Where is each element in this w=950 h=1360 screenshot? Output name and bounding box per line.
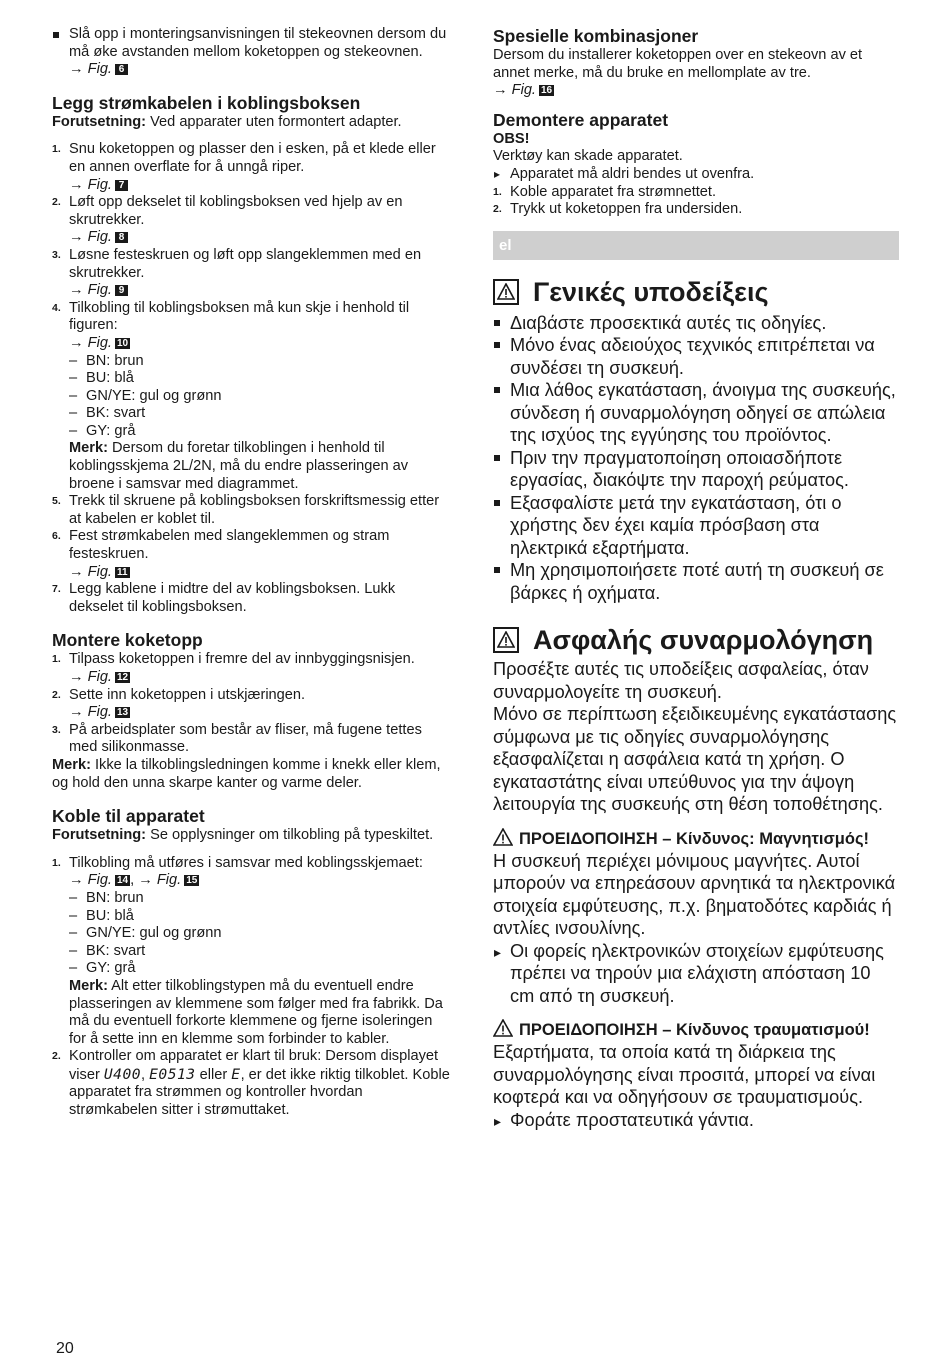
language-bar: el <box>493 231 899 260</box>
left-column <box>52 26 452 1120</box>
step-1: 1. Tilkobling må utføres i samsvar med koblingsskjemaet: → Fig. 14 , → Fig. 15 – BN: brun – BU: blå – GN/YE: gul og grønn – BK: svart – GY: grå Merk: Alt etter tilkoblingstypen må du eventuell endre plasseringen av klemmene som følger med fra fabrikk. Da må du eventuell forkorte klemmene og fjerne isoleringen for å sette inn en klemme som forbinder to kabler. <box>52 855 452 1049</box>
step-1: 1. Koble apparatet fra strømnettet. <box>493 183 717 200</box>
color-item: – BN: brun <box>69 353 452 371</box>
section-title-connect: Koble til apparatet <box>52 806 205 827</box>
step-3: 3. På arbeidsplater som består av fliser, må fugene tettes med silikonmasse. <box>52 721 422 756</box>
right-column <box>493 26 899 1131</box>
color-item: – GY: grå <box>69 423 452 441</box>
warning-icon <box>493 627 519 653</box>
color-item: – BU: blå <box>69 370 452 388</box>
step-5: 5. Trekk til skruene på koblingsboksen forskriftsmessig etter at kabelen er koblet til. <box>52 493 440 527</box>
page-number: 20 <box>56 1340 74 1357</box>
paragraph: Η συσκευή περιέχει μόνιμους μαγνήτες. Αυτοί μπορούν να επηρεάσουν αρνητικά τα ηλεκτρονικά στοιχεία εμφύτευσης, π.χ. βηματοδότες καρδιάς ή αντλίες ινσουλίνης. <box>493 850 896 939</box>
list-item: Διαβάστε προσεκτικά αυτές τις οδηγίες. <box>493 312 899 335</box>
list-item: Πριν την πραγματοποίηση οποιασδήποτε εργασίας, διακόψτε την παροχή ρεύματος. <box>493 447 899 492</box>
warning-triangle-icon <box>493 828 513 846</box>
section-title-combinations: Spesielle kombinasjoner <box>493 26 699 46</box>
fig-badge: 6 <box>115 64 128 75</box>
color-item: – GN/YE: gul og grønn <box>69 388 452 406</box>
step-4: 4. Tilkobling til koblingsboksen må kun skje i henhold til figuren: → Fig. 10 – BN: brun – BU: blå – GN/YE: gul og grønn – BK: svart – GY: grå Merk: Dersom du foretar tilkoblingen i henhold til koblingsskjema 2L/2N, må du endre plasseringen av broene i samsvar med diagrammet. <box>52 300 452 494</box>
note: Merk: Dersom du foretar tilkoblingen i henhold til koblingsskjema 2L/2N, må du endre plasseringen av broene i samsvar med diagrammet. <box>69 440 409 492</box>
greek-title-safe-install: Ασφαλής συναρμολόγηση <box>493 624 899 656</box>
prerequisite: Forutsetning: Se opplysninger om tilkobling på typeskiltet. <box>52 827 434 844</box>
instruction-arrow: ▸ Φοράτε προστατευτικά γάντια. <box>493 1109 899 1132</box>
step-2: 2. Kontroller om apparatet er klart til bruk: Dersom displayet viser U400, E0513 eller E, er det ikke riktig tilkoblet. Koble apparatet fra strømmen og kontroller hvordan strømkabelen sitter i strømuttaket. <box>52 1048 450 1119</box>
color-item: – BK: svart <box>69 405 452 423</box>
note: Merk: Alt etter tilkoblingstypen må du eventuell endre plasseringen av klemmene som følger med fra fabrikk. Da må du eventuell forkorte klemmene og fjerne isoleringen for å sette inn en klemme som forbinder to kabler. <box>69 977 443 1047</box>
greek-title-general: Γενικές υποδείξεις <box>493 276 899 308</box>
prerequisite: Forutsetning: Ved apparater uten formontert adapter. <box>52 113 402 130</box>
paragraph: Εξαρτήματα, τα οποία κατά τη διάρκεια της συναρμολόγησης είναι προσιτά, μπορεί να είναι κοφτερά και να οδηγήσουν σε τραυματισμούς. <box>493 1042 876 1108</box>
list-item: Εξασφαλίστε μετά την εγκατάσταση, ότι ο χρήστης δεν έχει καμία πρόσβαση στα ηλεκτρικά εξαρτήματα. <box>493 492 899 560</box>
paragraph: Προσέξτε αυτές τις υποδείξεις ασφαλείας, όταν συναρμολογείτε τη συσκευή. <box>493 659 869 702</box>
list-item: Μια λάθος εγκατάσταση, άνοιγμα της συσκευής, σύνδεση ή συναρμολόγηση οδηγεί σε απώλεια της ισχύος της εγγύησης του προϊόντος. <box>493 379 899 447</box>
warning-triangle-icon <box>493 1019 513 1037</box>
step-6: 6. Fest strømkabelen med slangeklemmen og stram festeskruen. → Fig. 11 <box>52 528 390 580</box>
display-code: E <box>231 1065 241 1083</box>
display-code: U400 <box>103 1065 142 1083</box>
step-2: 2. Trykk ut koketoppen fra undersiden. <box>493 201 743 218</box>
step-1: 1. Snu koketoppen og plasser den i esken, på et klede eller en annen overflate for å unngå riper. → Fig. 7 <box>52 141 436 193</box>
warning-heading: ΠΡΟΕΙΔΟΠΟΙΗΣΗ – Κίνδυνος: Μαγνητισμός! <box>493 828 899 850</box>
section-title-cable: Legg strømkabelen i koblingsboksen <box>52 92 361 113</box>
warning-icon <box>493 279 519 305</box>
color-item: – BK: svart <box>69 943 452 961</box>
section-title-dismantle: Demontere apparatet <box>493 109 669 130</box>
list-item: Μόνο ένας αδειούχος τεχνικός επιτρέπεται να συνδέσει τη συσκευή. <box>493 334 899 379</box>
step-3: 3. Løsne festeskruen og løft opp slangeklemmen med en skrutrekker. → Fig. 9 <box>52 246 422 299</box>
step-7: 7. Legg kablene i midtre del av koblingsboksen. Lukk dekselet til koblingsboksen. <box>52 581 396 615</box>
step-1: 1. Tilpass koketoppen i fremre del av innbyggingsnisjen. → Fig. 12 <box>52 651 415 685</box>
instruction-arrow: ▸ Apparatet må aldri bendes ut ovenfra. <box>493 166 899 184</box>
intro-bullet: Slå opp i monteringsanvisningen til stekeovnen dersom du må øke avstanden mellom koketoppen og stekeovnen. → Fig. 6 <box>52 26 452 79</box>
color-item: – GN/YE: gul og grønn <box>69 925 452 943</box>
obs-text: Verktøy kan skade apparatet. <box>493 148 683 165</box>
color-item: – GY: grå <box>69 960 452 978</box>
step-2: 2. Sette inn koketoppen i utskjæringen. → Fig. 13 <box>52 686 306 721</box>
obs-label: OBS! <box>493 130 530 147</box>
instruction-arrow: ▸ Οι φορείς ηλεκτρονικών στοιχείων εμφύτευσης πρέπει να τηρούν μια ελάχιστη απόσταση 10 cm από τη συσκευή. <box>493 940 899 1008</box>
step-2: 2. Løft opp dekselet til koblingsboksen ved hjelp av en skrutrekker. → Fig. 8 <box>52 194 403 246</box>
section-title-mount: Montere koketopp <box>52 630 203 651</box>
color-item: – BU: blå <box>69 908 452 926</box>
paragraph: Μόνο σε περίπτωση εξειδικευμένης εγκατάστασης σύμφωνα με τις οδηγίες συναρμολόγησης εξασφαλίζεται η ασφάλεια κατά τη χρήση. Ο εγκαταστάτης είναι υπεύθυνος για την άψογη λειτουργία της συσκευής στη θέση τοποθέτησης. <box>493 704 897 815</box>
paragraph: Dersom du installerer koketoppen over en stekeovn av et annet merke, må du bruke en mellomplate av tre. → Fig. 16 <box>493 47 863 99</box>
color-item: – BN: brun <box>69 890 452 908</box>
warning-heading: ΠΡΟΕΙΔΟΠΟΙΗΣΗ – Κίνδυνος τραυματισμού! <box>493 1019 899 1041</box>
list-item: Μη χρησιμοποιήσετε ποτέ αυτή τη συσκευή σε βάρκες ή οχήματα. <box>493 559 899 604</box>
display-code: E0513 <box>149 1065 196 1083</box>
note: Merk: Ikke la tilkoblingsledningen komme i knekk eller klem, og hold den unna skarpe kanter og varme deler. <box>52 756 441 791</box>
